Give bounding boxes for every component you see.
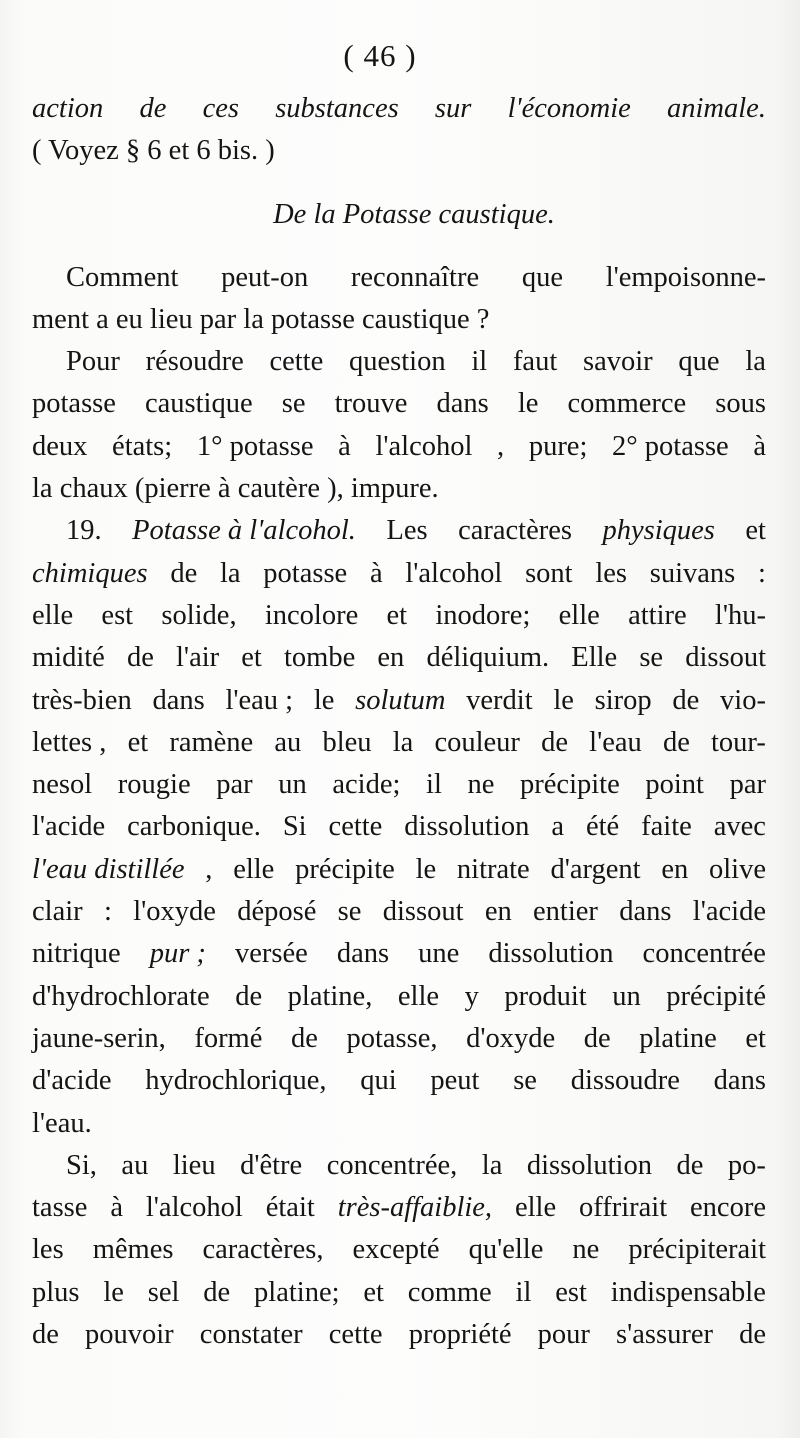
- text-block: [32, 88, 766, 1356]
- section-number: 19.: [66, 515, 102, 547]
- text-line: nesol rougie par un acide; il ne précipite point par: [32, 769, 766, 801]
- text-line: lettes , et ramène au bleu la couleur de l'eau de tour-: [32, 726, 766, 758]
- text-line: ment a eu lieu par la potasse caustique ?: [32, 303, 490, 335]
- text-line: d'hydrochlorate de platine, elle y produit un précipité: [32, 980, 766, 1012]
- text-line: jaune-serin, formé de potasse, d'oxyde de platine et: [32, 1022, 766, 1054]
- text-line: Comment peut-on reconnaître que l'empoisonne-: [66, 261, 766, 293]
- text-line: l'eau.: [32, 1107, 92, 1139]
- text-line: Pour résoudre cette question il faut savoir que la: [66, 346, 766, 378]
- text-line: 19. Potasse à l'alcohol. Les caractères physiques et: [32, 510, 766, 552]
- text-line: clair : l'oxyde déposé se dissout en entier dans l'acide: [32, 896, 766, 928]
- section-heading: De la Potasse caustique.: [273, 198, 555, 230]
- text-line: de pouvoir constater cette propriété pour s'assurer de: [32, 1319, 766, 1351]
- text-line: d'acide hydrochlorique, qui peut se dissoudre dans: [32, 1065, 766, 1097]
- text-line: potasse caustique se trouve dans le commerce sous: [32, 388, 766, 420]
- text-line: midité de l'air et tombe en déliquium. Elle se dissout: [32, 642, 766, 674]
- text-line: [32, 130, 766, 172]
- cross-reference: ( Voyez § 6 et 6 bis. ): [32, 135, 275, 167]
- text-line: elle est solide, incolore et inodore; elle attire l'hu-: [32, 599, 766, 631]
- page-number: ( 46 ): [343, 38, 417, 73]
- text-line: l'acide carbonique. Si cette dissolution a été faite avec: [32, 811, 766, 843]
- text-line: plus le sel de platine; et comme il est indispensable: [32, 1276, 766, 1308]
- italic-subheading: Potasse à l'alcohol.: [132, 515, 356, 547]
- text-line: deux états; 1° potasse à l'alcohol , pure; 2° potasse à: [32, 430, 766, 462]
- text-line: nitrique pur ; versée dans une dissolution concentrée: [32, 938, 766, 970]
- text-line: chimiques de la potasse à l'alcohol sont les suivans :: [32, 557, 766, 589]
- text-line: l'eau distillée , elle précipite le nitrate d'argent en olive: [32, 853, 766, 885]
- text-line: très-bien dans l'eau ; le solutum verdit le sirop de vio-: [32, 684, 766, 716]
- text-line: la chaux (pierre à cautère ), impure.: [32, 473, 439, 505]
- text-line: tasse à l'alcohol était très-affaiblie, elle offrirait encore: [32, 1192, 766, 1224]
- text-line: les mêmes caractères, excepté qu'elle ne précipiterait: [32, 1234, 766, 1266]
- text-line: Si, au lieu d'être concentrée, la dissolution de po-: [66, 1149, 766, 1181]
- text-line: action de ces substances sur l'économie animale.: [32, 93, 766, 124]
